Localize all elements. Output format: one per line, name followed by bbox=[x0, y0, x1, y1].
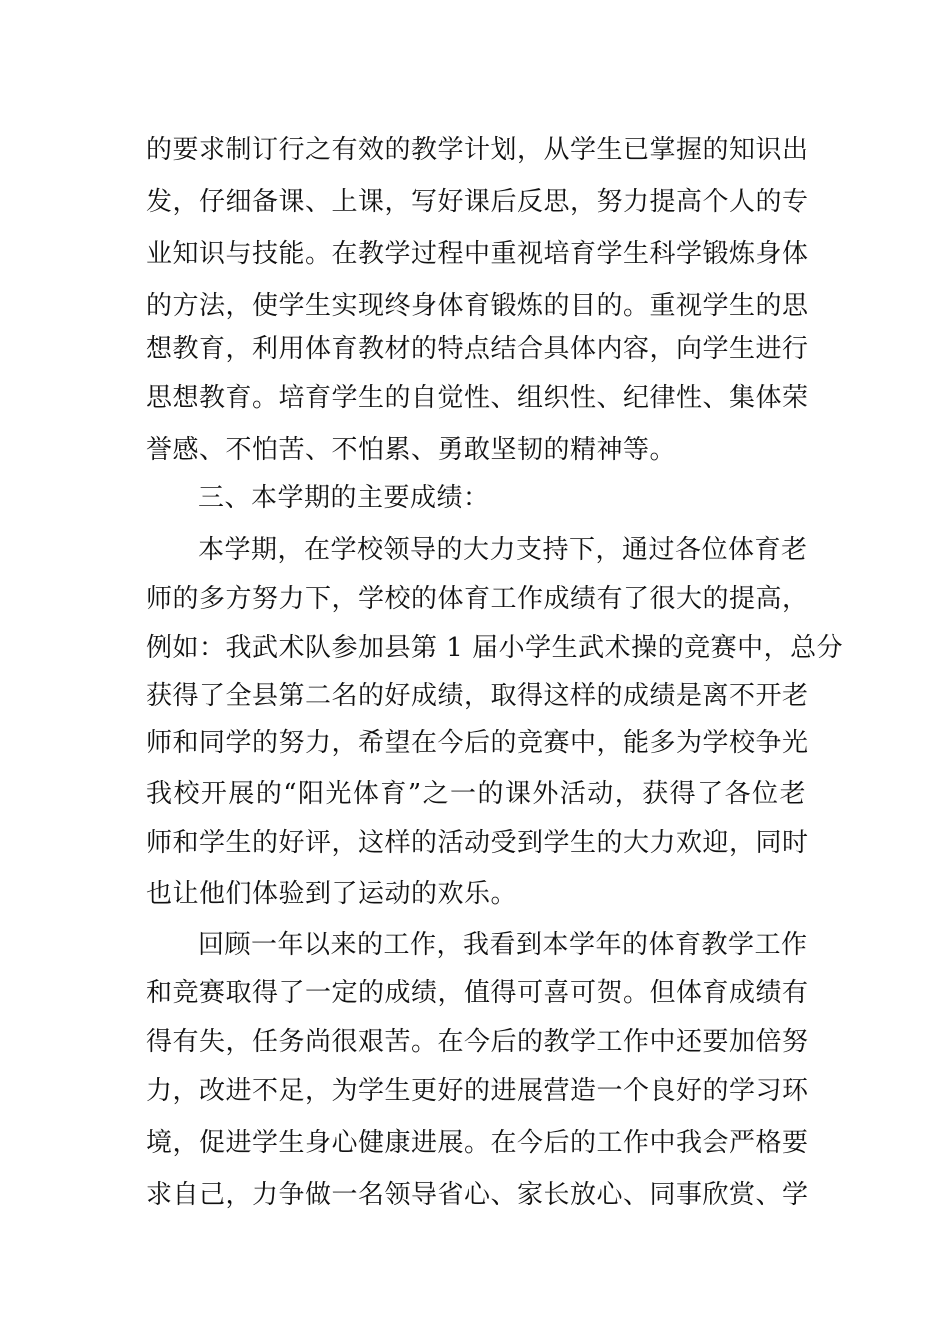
paragraph-line: 力，改进不足，为学生更好的进展营造一个良好的学习环 bbox=[146, 1076, 809, 1106]
paragraph-line: 思想教育。培育学生的自觉性、组织性、纪律性、集体荣 bbox=[146, 383, 809, 413]
paragraph-line: 的要求制订行之有效的教学计划，从学生已掌握的知识出 bbox=[146, 135, 809, 165]
section-heading: 三、本学期的主要成绩： bbox=[198, 483, 490, 513]
paragraph-line: 本学期，在学校领导的大力支持下，通过各位体育老 bbox=[198, 535, 808, 565]
paragraph-line: 得有失，任务尚很艰苦。在今后的教学工作中还要加倍努 bbox=[146, 1027, 809, 1057]
paragraph-line: 师的多方努力下，学校的体育工作成绩有了很大的提高， bbox=[146, 584, 809, 614]
paragraph-line: 求自己，力争做一名领导省心、家长放心、同事欣赏、学 bbox=[146, 1180, 809, 1210]
paragraph-line: 的方法，使学生实现终身体育锻炼的目的。重视学生的思 bbox=[146, 291, 809, 321]
paragraph-line: 回顾一年以来的工作，我看到本学年的体育教学工作 bbox=[198, 930, 808, 960]
paragraph-line: 也让他们体验到了运动的欢乐。 bbox=[146, 879, 518, 909]
paragraph-line: 和竞赛取得了一定的成绩，值得可喜可贺。但体育成绩有 bbox=[146, 978, 809, 1008]
paragraph-line: 业知识与技能。在教学过程中重视培育学生科学锻炼身体 bbox=[146, 239, 809, 269]
paragraph-line: 师和学生的好评，这样的活动受到学生的大力欢迎，同时 bbox=[146, 828, 809, 858]
paragraph-line: 师和同学的努力，希望在今后的竞赛中，能多为学校争光 bbox=[146, 728, 809, 758]
paragraph-line: 例如：我武术队参加县第 1 届小学生武术操的竞赛中，总分 bbox=[146, 633, 844, 663]
paragraph-line: 获得了全县第二名的好成绩，取得这样的成绩是离不开老 bbox=[146, 681, 809, 711]
paragraph-line: 誉感、不怕苦、不怕累、勇敢坚韧的精神等。 bbox=[146, 435, 677, 465]
paragraph-line: 境，促进学生身心健康进展。在今后的工作中我会严格要 bbox=[146, 1128, 809, 1158]
paragraph-line: 我校开展的“阳光体育”之一的课外活动，获得了各位老 bbox=[146, 779, 806, 809]
paragraph-line: 想教育，利用体育教材的特点结合具体内容，向学生进行 bbox=[146, 334, 809, 364]
paragraph-line: 发，仔细备课、上课，写好课后反思，努力提高个人的专 bbox=[146, 187, 809, 217]
